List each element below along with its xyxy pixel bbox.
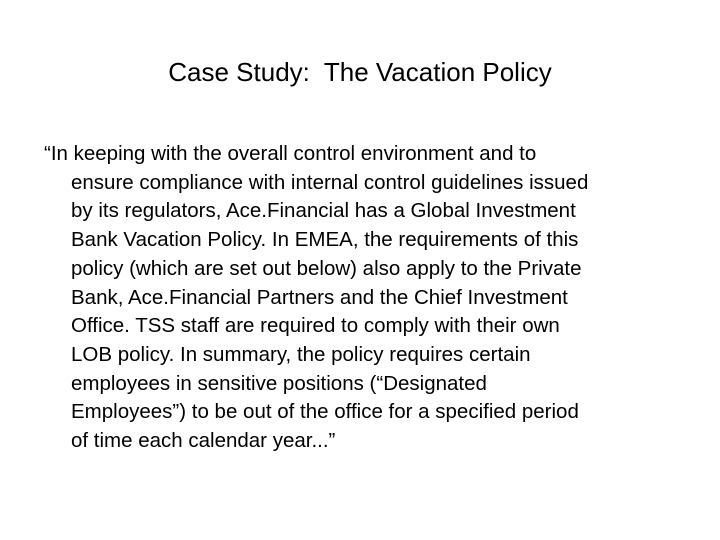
quote-line: “In keeping with the overall control environment and to [44,142,537,165]
quote-line: LOB policy. In summary, the policy requires certain [71,342,531,366]
quote-line: Office. TSS staff are required to comply with their own [71,314,560,338]
quote-line: policy (which are set out below) also apply to the Private [71,256,582,280]
quote-line: ensure compliance with internal control guidelines issued [71,170,589,194]
quote-line: Bank Vacation Policy. In EMEA, the requirements of this [71,228,579,252]
quote-line: Bank, Ace.Financial Partners and the Chief Investment [71,285,568,309]
quote-line: employees in sensitive positions (“Designated [71,371,487,395]
quote-line: Employees”) to be out of the office for a specified period [71,400,579,424]
slide-title: Case Study: The Vacation Policy [168,57,552,87]
quote-paragraph [44,140,684,456]
quote-line: by its regulators, Ace.Financial has a Global Investment [71,199,576,223]
quote-line: of time each calendar year...” [71,429,336,453]
